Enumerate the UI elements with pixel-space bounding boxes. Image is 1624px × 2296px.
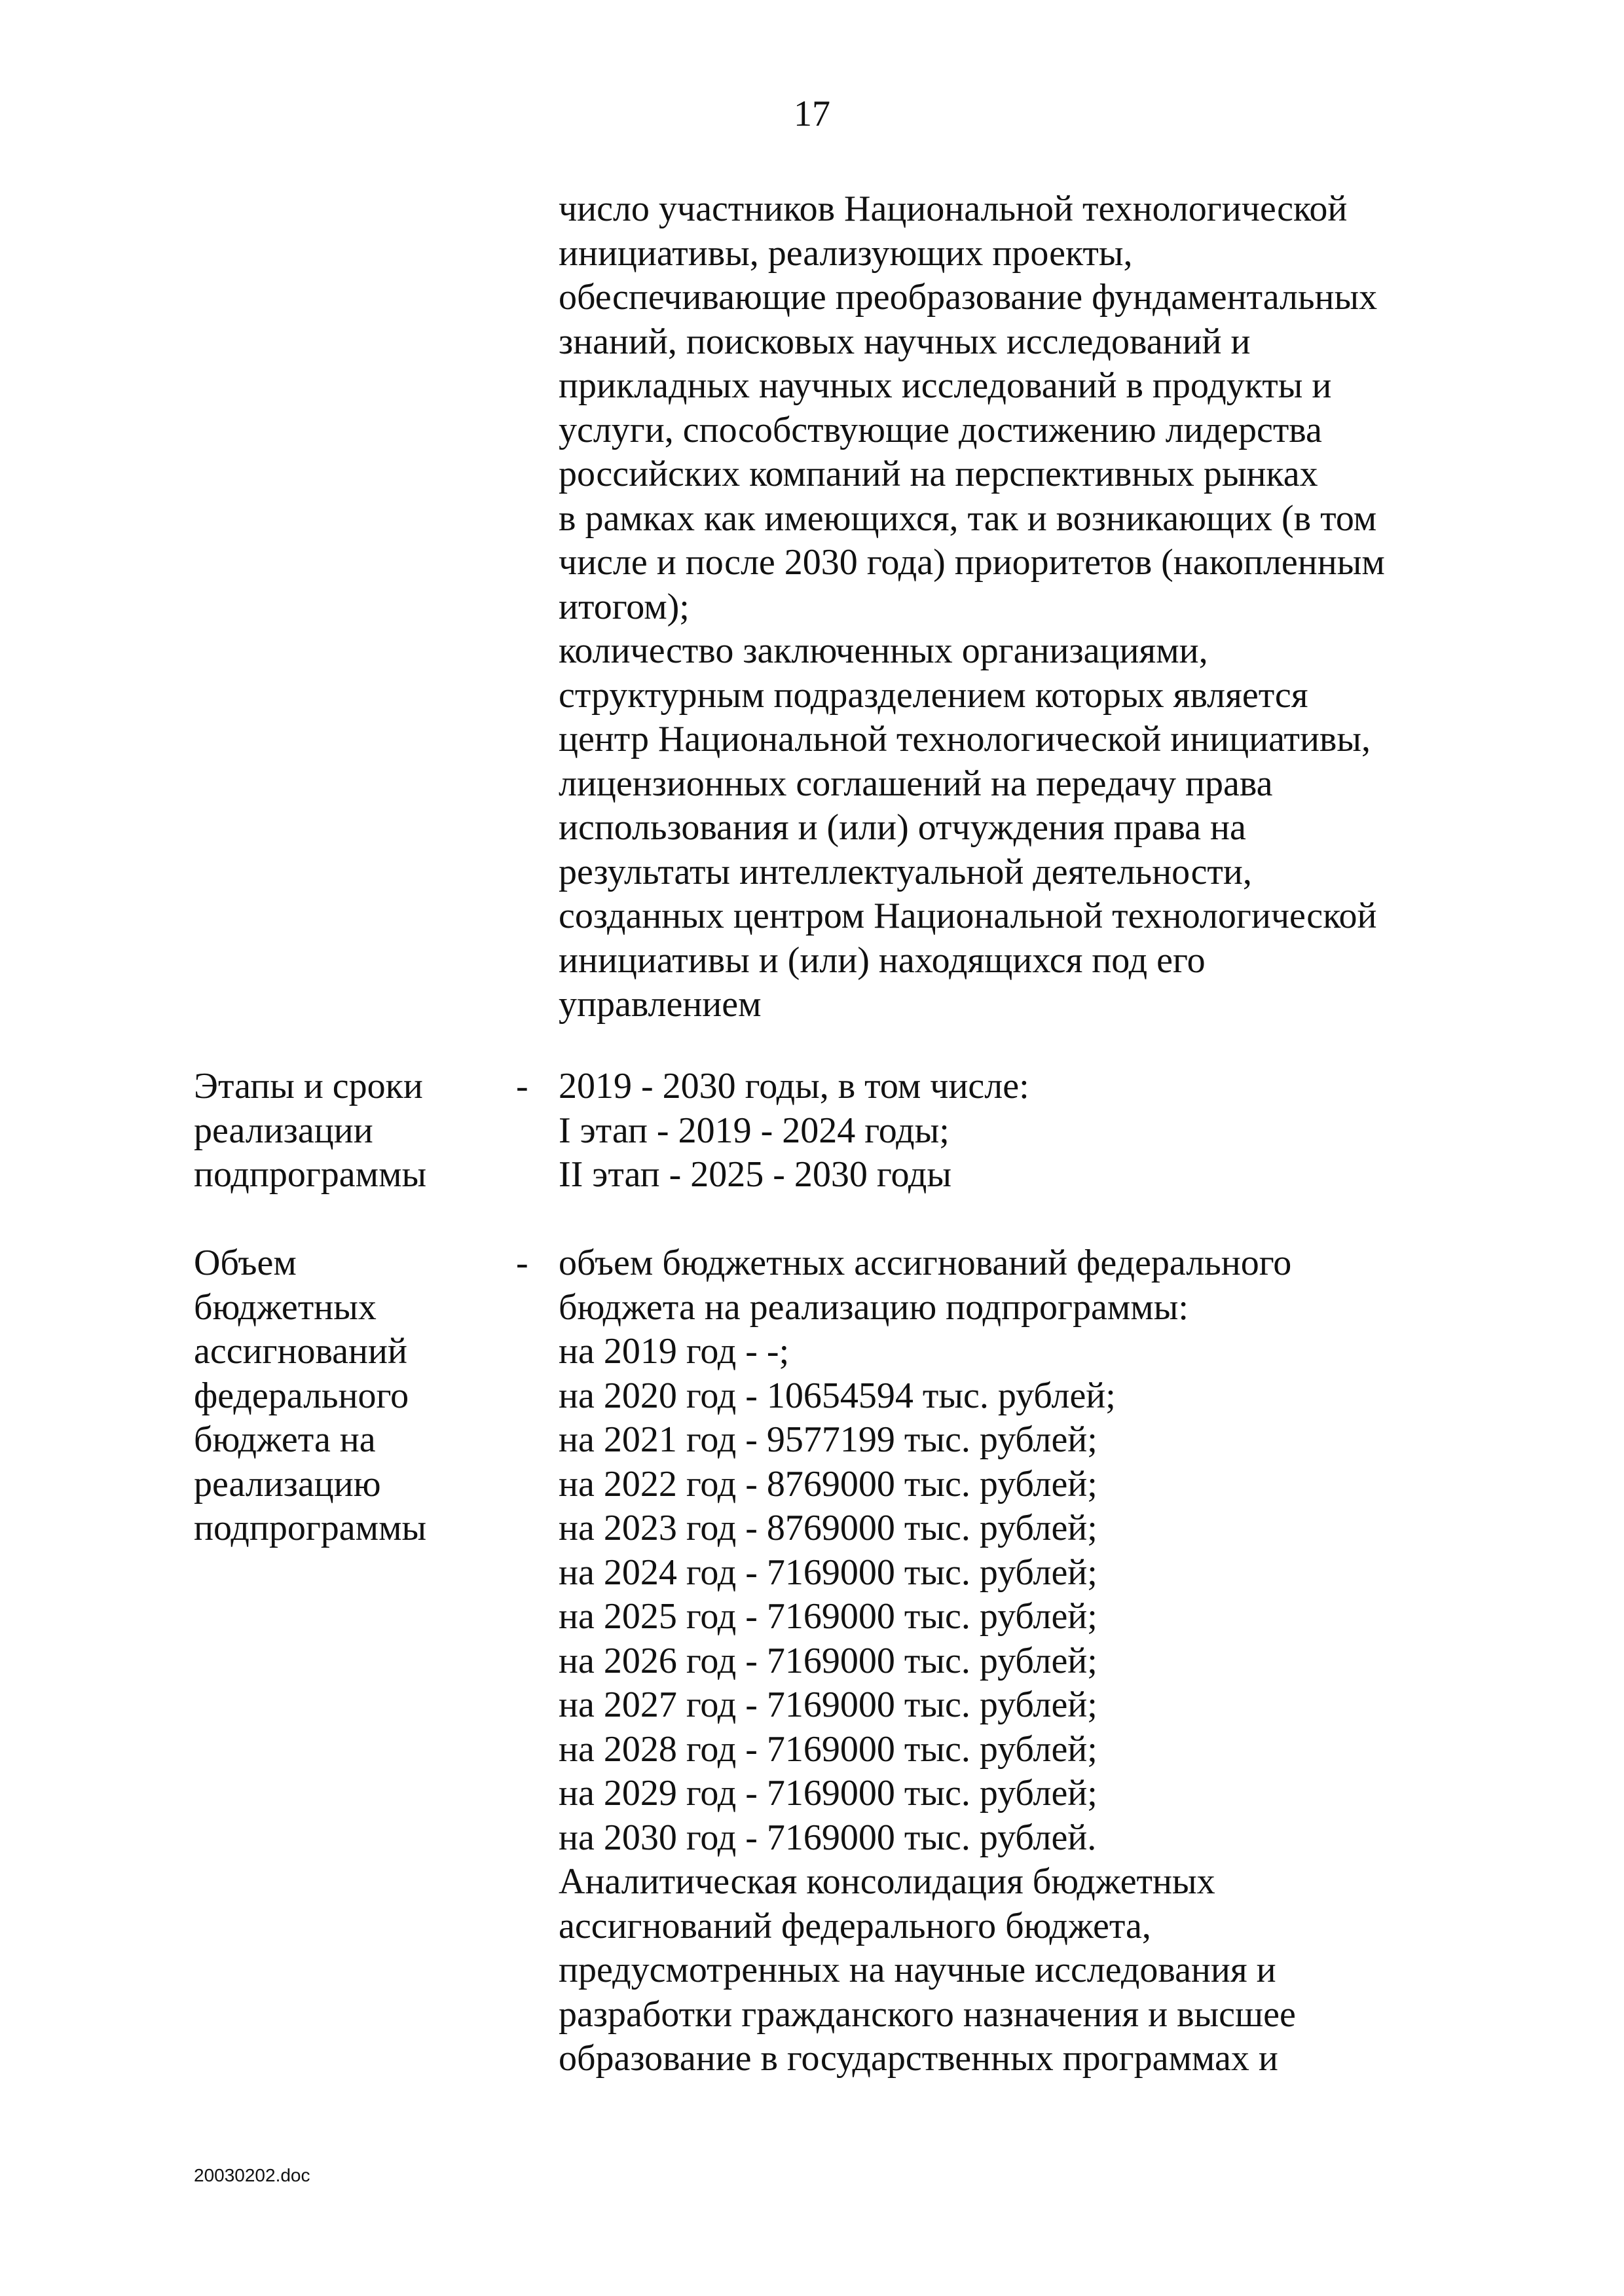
content-line: разработки гражданского назначения и высшее: [559, 1994, 1296, 2035]
intro-line: услуги, способствующие достижению лидерства: [559, 409, 1322, 450]
budget-year-line: на 2021 год - 9577199 тыс. рублей;: [559, 1419, 1098, 1460]
budget-year-line: на 2024 год - 7169000 тыс. рублей;: [559, 1552, 1098, 1593]
intro-line: количество заключенных организациями,: [559, 630, 1208, 671]
intro-line: управлением: [559, 984, 762, 1025]
label-line: ассигнований: [194, 1331, 407, 1372]
intro-line: созданных центром Национальной технологической: [559, 896, 1377, 936]
content-line: 2019 - 2030 годы, в том числе:: [559, 1066, 1029, 1106]
intro-line: лицензионных соглашений на передачу права: [559, 763, 1273, 804]
label-line: реализацию: [194, 1463, 381, 1504]
intro-line: российских компаний на перспективных рынках: [559, 454, 1318, 494]
budget-year-line: на 2025 год - 7169000 тыс. рублей;: [559, 1596, 1098, 1637]
footer-filename: 20030202.doc: [194, 2165, 310, 2185]
intro-line: использования и (или) отчуждения права на: [559, 807, 1246, 848]
budget-label: [194, 1241, 495, 1551]
label-line: бюджета на: [194, 1419, 376, 1460]
content-line: бюджета на реализацию подпрограммы:: [559, 1286, 1189, 1328]
intro-line: центр Национальной технологической инициативы,: [559, 719, 1371, 759]
intro-line: в рамках как имеющихся, так и возникающих (в том: [559, 498, 1377, 539]
content-line: I этап - 2019 - 2024 годы;: [559, 1110, 950, 1151]
budget-dash: -: [516, 1243, 528, 1283]
intro-line: знаний, поисковых научных исследований и: [559, 321, 1251, 362]
label-line: Этапы и сроки: [194, 1066, 423, 1106]
label-line: реализации: [194, 1110, 373, 1151]
intro-line: числе и после 2030 года) приоритетов (накопленным: [559, 542, 1385, 583]
budget-year-line: на 2029 год - 7169000 тыс. рублей;: [559, 1773, 1098, 1813]
budget-year-line: на 2020 год - 10654594 тыс. рублей;: [559, 1375, 1116, 1416]
label-line: федерального: [194, 1375, 409, 1416]
content-line: образование в государственных программах и: [559, 2038, 1278, 2079]
intro-line: обеспечивающие преобразование фундаментальных: [559, 277, 1378, 318]
stages-content: [559, 1065, 1488, 1197]
intro-line: инициативы и (или) находящихся под его: [559, 939, 1206, 981]
content-line: ассигнований федерального бюджета,: [559, 1905, 1151, 1946]
label-line: подпрограммы: [194, 1154, 427, 1195]
intro-line: итогом);: [559, 586, 690, 627]
content-line: объем бюджетных ассигнований федерального: [559, 1243, 1292, 1283]
page-number: 17: [794, 94, 830, 134]
content-line: II этап - 2025 - 2030 годы: [559, 1154, 951, 1195]
budget-year-line: на 2022 год - 8769000 тыс. рублей;: [559, 1463, 1098, 1504]
intro-line: структурным подразделением которых является: [559, 674, 1308, 716]
budget-year-line: на 2027 год - 7169000 тыс. рублей;: [559, 1685, 1098, 1725]
budget-year-line: на 2023 год - 8769000 тыс. рублей;: [559, 1508, 1098, 1548]
intro-text-block: [559, 187, 1488, 1027]
budget-year-line: на 2030 год - 7169000 тыс. рублей.: [559, 1817, 1097, 1858]
stages-dash: -: [516, 1066, 528, 1106]
intro-line: число участников Национальной технологической: [559, 189, 1348, 229]
label-line: Объем: [194, 1243, 297, 1283]
stages-label: [194, 1065, 495, 1197]
budget-content: [559, 1241, 1488, 2081]
intro-line: инициативы, реализующих проекты,: [559, 232, 1133, 274]
budget-year-line: на 2019 год - -;: [559, 1331, 790, 1372]
content-line: Аналитическая консолидация бюджетных: [559, 1861, 1215, 1902]
budget-year-line: на 2028 год - 7169000 тыс. рублей;: [559, 1728, 1098, 1770]
budget-year-line: на 2026 год - 7169000 тыс. рублей;: [559, 1640, 1098, 1681]
intro-line: прикладных научных исследований в продукты и: [559, 365, 1332, 406]
label-line: подпрограммы: [194, 1508, 427, 1548]
label-line: бюджетных: [194, 1286, 377, 1328]
content-line: предусмотренных на научные исследования и: [559, 1950, 1276, 1990]
intro-line: результаты интеллектуальной деятельности,: [559, 851, 1252, 892]
